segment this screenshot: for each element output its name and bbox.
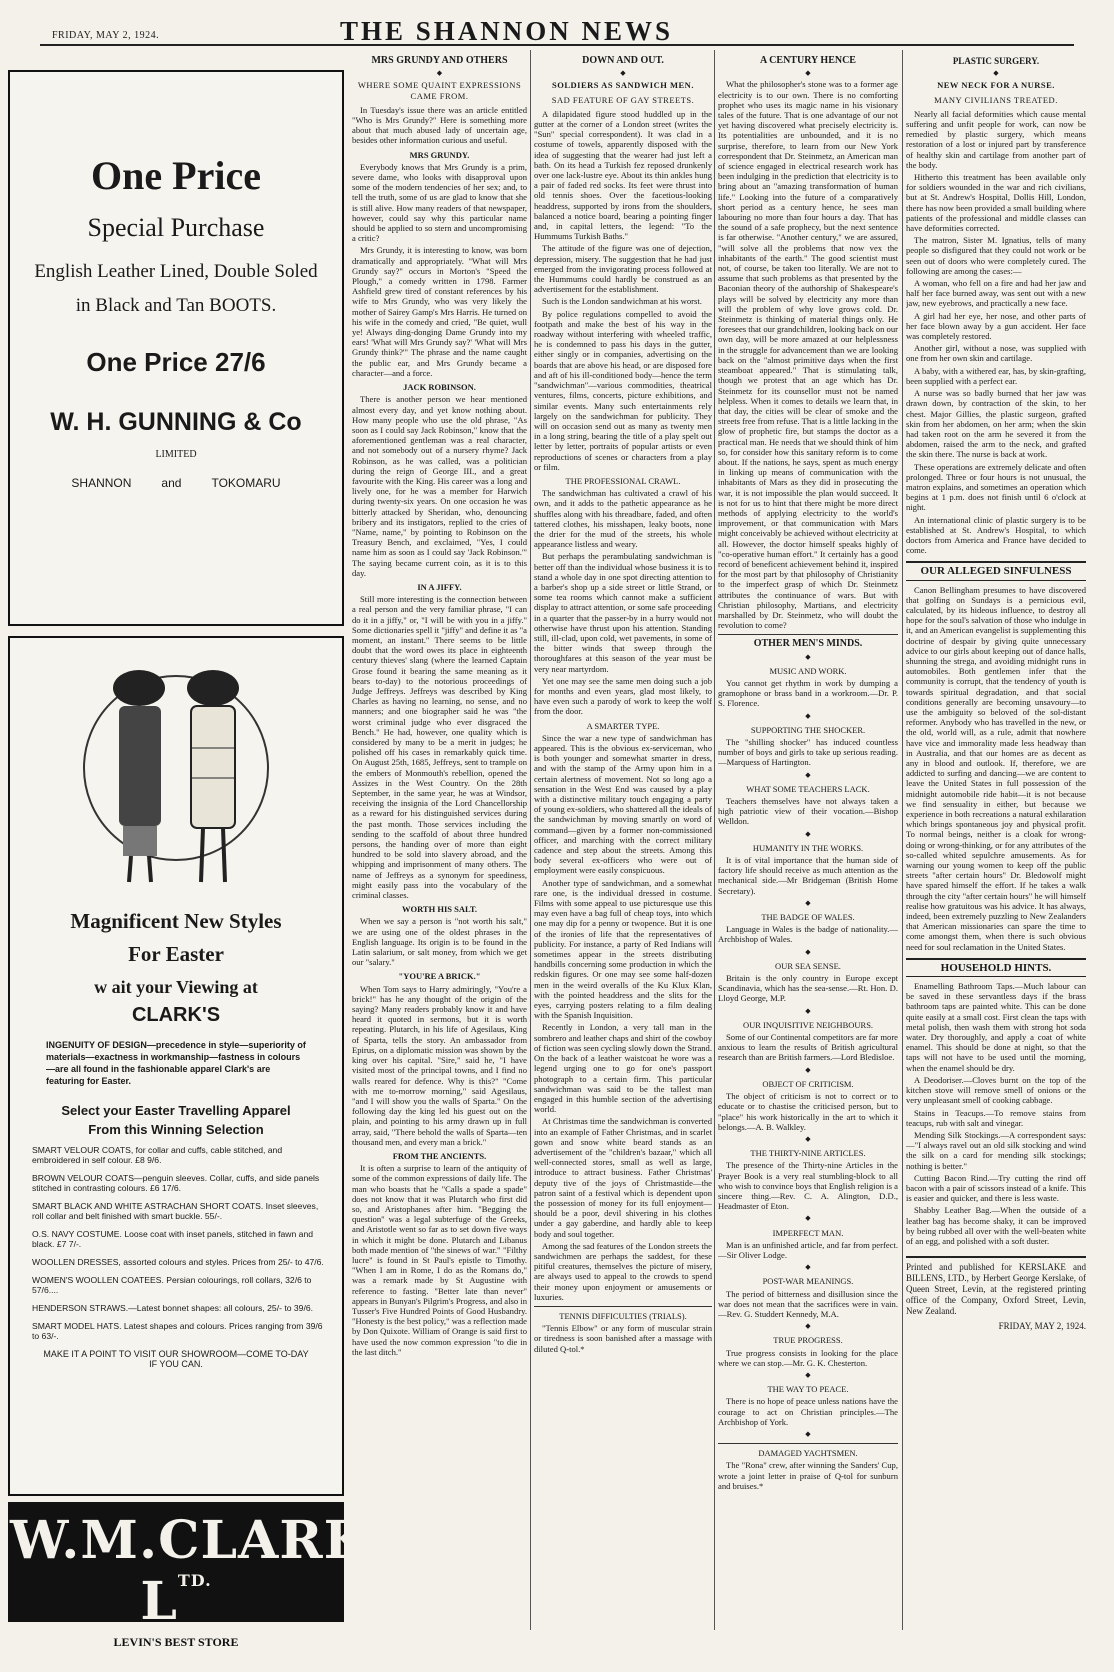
paragraph: The sandwichman has cultivated a crawl of his own, and it adds to the pathetic appearance as he shuffles along with his threadbare, faded, and often tattered clothes, his misshapen, leaky boots, none the drier for the mud of the streets, his whole appearance listless and weary. — [534, 488, 712, 550]
paragraph: A girl had her eye, her nose, and other parts of her face blown away by a gun accident. Her face was completely restored. — [906, 310, 1086, 342]
quote-text: You cannot get rhythm in work by dumping a gramophone or brass band in a workroom.—Dr. P. S. Florence. — [718, 677, 898, 709]
quote-text: Language in Wales is the badge of nationality.—Archbishop of Wales. — [718, 924, 898, 945]
divider-ornament: ◆ — [805, 898, 811, 907]
quote-heading: OUR INQUISITIVE NEIGHBOURS. — [742, 1019, 874, 1030]
ad-towns — [10, 476, 342, 490]
quote-heading: THE WAY TO PEACE. — [767, 1384, 849, 1395]
clark-item: SMART VELOUR COATS, for collar and cuffs, cable stitched, and embroidered in self colour. £8 9/6. — [32, 1145, 283, 1165]
paragraph: Canon Bellingham presumes to have discovered that golfing on Sundays is a pernicious evil, calculated, by its hideous influence, to destroy all hope for the soul's salvation of those who indulge in it, and an American evangelist is supplementing this doctrine of despair by giving quite unnecessary advice to our girls about keeping out of dance halls, shunning the strega, and avoiding midnight runs in automobiles. Both gentlemen infer that the community is corrupt, that the tendency of youth is towards spiritual degradation, and that social conditions generally are becoming unsavoury—to use the ambiguity so beloved of the sol-distant reformer. Anybody who has travelled in the new, or the old, world will, as a rule, admit that nowhere have vice and immorality made less headway than in Australia, and that our homes are as decent as any in blood and outlook. If, therefore, we are addicted to surfing and dancing—we are content to leave the United States in full possession of the midnight automobile ride habit—it is not because we find sensuality in either, but because we experience in both recreations a natural exhilaration which brings spontaneous joy and physical profit. To normal beings, neither is a cloak for wrong-doing or wrong-thinking, or for any attributes of the so-called whited sepulchre amusements. As for warning our young women to keep off the public streets "after certain hours" Dr. Bledowolf might have spared himself the effort. If he takes a walk through the city "after certain hours" he will himself realise how gratuitous was his advice. It has always, indeed, been extremely puzzling to New Zealanders that American missionaries can spare the time to come amongst them, when there is such obvious need for soul reclamation in the United States. — [906, 584, 1086, 952]
header-date-left: FRIDAY, MAY 2, 1924. — [52, 30, 160, 41]
quote-text: True progress consists in looking for the place where we can stop.—Mr. G. K. Chesterton. — [718, 1347, 898, 1368]
divider-ornament: ◆ — [805, 1263, 811, 1272]
household-hint: Cutting Bacon Rind.—Try cutting the rind off bacon with a pair of scissors instead of a knife. This is easier and quicker, and there is less waste. — [906, 1172, 1086, 1204]
clark-item: O.S. NAVY COSTUME. Loose coat with inset panels, stitched in fawn and black. £7 7/-. — [32, 1229, 314, 1249]
subheading: MRS GRUNDY. — [409, 149, 470, 160]
divider-ornament: ◆ — [805, 829, 811, 838]
divider-ornament: ◆ — [620, 69, 626, 78]
divider-ornament: ◆ — [805, 1006, 811, 1015]
column-mrs-grundy — [352, 52, 527, 1632]
paragraph: Hitherto this treatment has been available only for soldiers wounded in the war and rich civilians, but at St. Andrew's Hospital, Dollis Hill, London, there has now been provided a small building where patients of the professional and middle classes can have deformities corrected. — [906, 172, 1086, 234]
paragraph: The "Rona" crew, after winning the Sanders' Cup, wrote a joint letter in praise of Q-tol for sunburn and bruises.* — [718, 1460, 898, 1491]
top-rule — [40, 44, 1074, 46]
paragraph: These operations are extremely delicate and often prolonged. Three or four hours is not unusual, the matron explains, and sometimes an operation which begins at 1 p.m. does not finish until 6 o'clock at night. — [906, 461, 1086, 513]
article-deck: WHERE SOME QUAINT EXPRESSIONS CAME FROM. — [357, 80, 522, 101]
clark-logo-name — [10, 1510, 370, 1632]
paragraph: What the philosopher's stone was to a former age electricity is to our own. There is no comforting prophet who uses its magic name in his visionary tales of the future. That is one advantage of our not yet having discovered what precisely electricity is. Its potentialities are unbounded, and it is no surprise, therefore, to learn from our New York correspondent that Dr. Steinmetz, an American man of science engaged in electrical research work has been indulging in the prediction that electricity is to bring about an "amazing transformation of human life." Looking into the future of a comparatively short period as a century hence, he sees man labouring no more than four hours a day. That has the sound of a safe prophecy, but the next sentence is far otherwise. "Another century," we are assured, "will solve all the problems that now vex the inhabitants of the earth." The good scientist must not, of course, be taken too literally. We are not to assume that such problems as that presented by the Baconian theory of the authorship of Shakespeare's plays will be solved by electricity any more than will the problem of why love grows cold. Dr. Steinmetz is thinking of material things only. He foresees that our grandchildren, looking back on our own day, will be more amazed at our helplessness in the struggle for advancement than we are looking back on the "almost primitive days when the first steamboat appeared." That is stimulating talk, though we protest that an age which has Dr. Steinmetz for its counsellor must not be named helpless. When it comes to details we learn that, in that day, the cities will be clear of smoke and the streets free from refuse. That is a little lacking in the glow of prophetic fire, but stamps the doctor as a practical man. He needs that we should think of him so, for consider how this sanitary reform is to come about. If the nations, he says, spent as much energy in linking up means of communication with the inhabitants of Mars as they did in prosecuting the war, it is not impossible the plan would succeed. It is not for us to hint that there might be more direct methods of applying electricity to the world's improvement, or that communication with Mars might conceivably be achieved without electricity at all. However, the doctor himself speaks highly of "co-operative human effort." It certainly has a good record of beneficent achievement behind it, inspired for the most part by that philosophy of Christianity to the imperfect grasp of which Dr. Steinmetz attributes the continuance of wars. But with Christian philosophy, Martians, and electricity marshalled by Dr. Steinmetz, who will doubt the revolution to come? — [718, 79, 898, 631]
divider-ornament: ◆ — [805, 770, 811, 779]
quote-heading: HUMANITY IN THE WORKS. — [752, 842, 864, 853]
clark-blurb: INGENUITY OF DESIGN—precedence in style—superiority of materials—exactness in workmanship—fastness in colours—are all found in the fashionable apparel Clark's are featuring for Easter. — [46, 1040, 306, 1086]
divider-ornament: ◆ — [805, 69, 811, 78]
article-deck: MANY CIVILIANS TREATED. — [934, 94, 1058, 105]
column-down-and-out — [534, 52, 712, 1632]
clark-logo-suffix: TD. — [177, 1571, 212, 1590]
imprint-date: FRIDAY, MAY 2, 1924. — [998, 1321, 1086, 1332]
ad-special-purchase: Special Purchase — [87, 213, 265, 242]
article-deck: SAD FEATURE OF GAY STREETS. — [551, 94, 695, 105]
article-title: PLASTIC SURGERY. — [952, 56, 1040, 66]
ad-one-price: One Price — [91, 153, 261, 198]
subheading: TENNIS DIFFICULTIES (TRIALS). — [534, 1306, 712, 1321]
clark-logo-est: ESTD 30 YEARS — [113, 1655, 239, 1671]
clark-select-1: Select your Easter Travelling Apparel — [61, 1103, 291, 1118]
divider-ornament: ◆ — [805, 711, 811, 720]
clark-item: SMART BLACK AND WHITE ASTRACHAN SHORT COATS. Inset sleeves, roll collar and belt finished with smart buckle. 55/-. — [32, 1201, 319, 1221]
paragraph: When we say a person is "not worth his salt," we are using one of the oldest phrases in the English language. Its origin is to be found in the Latin salarium, or salt money, from which we get our "salary." — [352, 916, 527, 968]
clark-logo-block — [8, 1502, 370, 1671]
gunning-advertisement — [8, 70, 344, 626]
subheading: DAMAGED YACHTSMEN. — [718, 1443, 898, 1458]
paragraph: A nurse was so badly burned that her jaw was drawn down, by contraction of the skin, to her chest. Major Gillies, the plastic surgeon, grafted skin from her abdomen, on her arm; when the skin had taken root on the arm he severed it from the abdomen, raised the arm to the neck, and grafted the skin there. The nurse is back at work. — [906, 388, 1086, 460]
paragraph: A woman, who fell on a fire and had her jaw and half her face burned away, was sent out with a new jaw, new eyebrows, and practically a new face. — [906, 278, 1086, 309]
clark-item-list — [32, 1145, 328, 1341]
paragraph: Still more interesting is the connection between a real person and the very familiar phrase, "I can do it in a jiffy," or, "I will be with you in a jiffy." Some dictionaries spell it "jiffy" and define it as "a moment, an instant." There seems to be little doubt that the word owes its place in eighteenth century thieves' slang (where the learned Captain Grose found it bearing the same meaning as it bears to-day) to the notorious proceedings of Judge Jeffreys. Jeffreys was described by King Charles as having no learning, no sense, and no manners; and one biographer said he was "the worst criminal judge who ever disgraced the Bench." He had, however, one quality which is considered by many to be a merit in judges; he polished off his cases in remarkably quick time. On August 25th, 1685, Jeffreys, sent to trample on the embers of Monmouth's rebellion, opened the Assizes in the West Country. On the 28th September, in the same year, he was at Windsor, receiving the insignia of the Lord Chancellorship as a reward for his distinguished services during the past month. Those services including the sending to the scaffold of about three hundred persons, the handing over of more than eight hundred to be sold into slavery abroad, and the whipping and imprisonment of many others. The name of Jeffreys as a synonym for speediness, might easily pass into the vocabulary of the criminal classes. — [352, 594, 527, 901]
article-deck: NEW NECK FOR A NURSE. — [937, 80, 1055, 91]
divider-ornament: ◆ — [993, 69, 999, 78]
quote-text: The object of criticism is not to correct or to educate or to chastise the criticised person, but to "place" his work historically in the art to which it belongs.—A. B. Walkley. — [718, 1091, 898, 1132]
ad-price: One Price 27/6 — [86, 347, 266, 377]
paragraph: Among the sad features of the London streets the sandwichmen are perhaps the saddest, for these pitiful creatures, themselves the picture of misery, are always used to appeal to the crowds to spend their money upon enjoyment or amusements or luxuries. — [534, 1240, 712, 1302]
quote-text: It is of vital importance that the human side of factory life should receive as much attention as the mechanical side.—Mr Bridgeman (British Home Secretary). — [718, 855, 898, 896]
paragraph: It is often a surprise to learn of the antiquity of some of the common expressions of daily life. The man who boasts that he "Calls a spade a spade" does not know that it was Plutarch who first did so, and Aristophanes after him. "Begging the question" was a legal subterfuge of the Greeks, and Aristotle went so far as to set down five ways in which it might be done. Plutarch and Libanus both made mention of "the sinews of war." "Filthy lucre" is found in St Paul's epistle to Timothy. "When I am in Rome, I do as the Romans do," was a remark made by St Augustine with reference to fasting. "Better late than never" appears in Bunyan's Pilgrim's Progress, and also in Tusser's Five Hundred Points of Good Husbandry. "Honesty is the best policy," was a reflection made by Don Quixote. William of Orange is said first to have used the now common expression "to die in the last ditch." — [352, 1163, 527, 1357]
subheading: THE PROFESSIONAL CRAWL. — [565, 475, 681, 486]
divider-ornament: ◆ — [805, 1370, 811, 1379]
clark-item: WOMEN'S WOOLLEN COATEES. Persian colourings, roll collars, 32/6 to 57/6.... — [32, 1275, 312, 1295]
subheading: "YOU'RE A BRICK." — [398, 971, 481, 982]
household-hint: Stains in Teacups.—To remove stains from teacups, rub with salt and vinegar. — [906, 1107, 1086, 1128]
paragraph: But perhaps the perambulating sandwichman is better off than the individual whose business it is to stand a whole day in one spot directing attention to a barber's shop up a side street or little Strand, or some tea rooms which cannot make a sufficient display to attract attention, or some safe proceeding in a quarter that the passer-by in a hurry would not otherwise have thrust upon his attention. Standing still, ill-clad, upon cold, wet pavements, in some of the bitter winds that sweep through the thoroughfares at this season of the year must be very near martyrdom. — [534, 551, 712, 674]
divider-ornament: ◆ — [805, 652, 811, 661]
clark-logo-text: W.M.CLARK L — [10, 1510, 370, 1632]
clark-headline-2: For Easter — [128, 942, 224, 966]
household-hint: Enamelling Bathroom Taps.—Much labour can be saved in these servantless days if the brass bathroom taps are painted white. This can be done quite easily at a small cost. First clean the taps with metal polish, then wash them with strong hot soda water. Dry thoroughly, and apply a coat of white enamel. This should be done at night, so that the taps will not have to be used until the morning, when the enamel should be dry. — [906, 981, 1086, 1073]
divider-ornament: ◆ — [805, 1322, 811, 1331]
paragraph: The attitude of the figure was one of dejection, depression, misery. The suggestion that he had just emerged from the invigorating process followed at the Hummums could hardly be construed as an advertisement for the establishment. — [534, 243, 712, 295]
paragraph: In Tuesday's issue there was an article entitled "Who is Mrs Grundy?" Here is something more about that much abused lady of uncertain age, besides other information curious and useful. — [352, 104, 527, 146]
quote-text: Teachers themselves have not always taken a high patriotic view of their vocation.—Bishop Welldon. — [718, 796, 898, 827]
quote-text: The period of bitterness and disillusion since the war does not mean that the sacrifices were in vain.—Rev. G. Studdert Kennedy, M.A. — [718, 1288, 898, 1319]
quote-list — [718, 666, 898, 1439]
divider-ornament: ◆ — [805, 1065, 811, 1074]
paragraph: A dilapidated figure stood huddled up in the gutter at the corner of a London street (writes the "Sun" special correspondent). It was clad in a costume of towels, apparently disposed with the idea of suggesting that the wearer had just left a bath. On its head a Turkish fez reposed drunkenly over one lack-lustre eye. About its thin ankles hung a pair of faded red socks. Its feet were thrust into old tennis shoes. Over the facetious-looking headdress, supported by irons from the shoulders, balanced a notice board, bearing a pointing finger and, in capital letters, the legend: "To the Hummums Turkish Baths." — [534, 108, 712, 242]
paragraph: Recently in London, a very tall man in the sombrero and leather chaps and shirt of the cowboy of fiction was seen cycling slowly down the Strand. On the back of a leather waistcoat he wore was a legend urging one to go for one's passport photograph to a certain firm. This particular sandwichman was said to be the tallest man engaged in this humble section of the advertising world. — [534, 1022, 712, 1115]
column-rule — [714, 50, 715, 1630]
paragraph: Another girl, without a nose, was supplied with one from her own skin and cartilage. — [906, 343, 1086, 364]
paragraph: A baby, with a withered ear, has, by skin-grafting, been supplied with a perfect ear. — [906, 365, 1086, 386]
subheading: FROM THE ANCIENTS. — [392, 1150, 487, 1161]
ad-town-and: and — [161, 476, 182, 490]
section-title: OUR ALLEGED SINFULNESS — [906, 561, 1086, 580]
column-century-hence — [718, 52, 898, 1632]
ad-town-shannon: SHANNON — [71, 476, 132, 490]
paragraph: By police regulations compelled to avoid the footpath and make the best of his way in the roadway without interfering with wheeled traffic, he is condemned to pass his days in the gutter, either singly or in companies, advertising on the boards that are above his head, or are disposed fore and aft of his ill-conditioned body—hence the term "sandwichman"—various commodities, theatrical ventures, films, concerts, picture exhibitions, and similar events. Many such entertainments rely largely on the sandwichman for publicity. They will on occasion send out as many as twenty men in a long string, bearing the title of a play spelt out letter by letter, portraits of popular artists or even reproductions of scenes or characters from a play or film. — [534, 308, 712, 472]
quote-heading: OUR SEA SENSE. — [775, 960, 841, 971]
paragraph: Mrs Grundy, it is interesting to know, was born dramatically and appropriately. "What will Mrs Grundy say?" occurs in Morton's "Speed the Plough," a comedy written in 1798. Farmer Ashfield grew tired of constant references by his wife to Mrs Grundy, who was very likely the mother of Sairey Gamp's Mrs Harris. He turned on his wife in the comedy and cried, "Be quiet, wull ye! Always ding-donging Dame Grundy into my ears! 'What will Mrs Grundy say?' 'What will Mrs Grundy think?'" The phrase and the name caught the public ear, and Mrs Grundy became a character—and a force. — [352, 245, 527, 378]
paragraph: Another type of sandwichman, and a somewhat rare one, is the individual dressed in costume. Films with some appeal to use picturesque use this may even have a bag full of cheap toys, into which one may dip for a penny or twopence. But it is one of the ironies of life that the representatives of publicity. For instance, a party of Red Indians will sometimes appear in the streets distributing handbills concerning some production in which the redskin figures. Or one may see some half-dozen men in the weird overalls of the Ku Klux Klan, with the pointed headdress and the slits for the eyes, carrying posters relating to a film dealing with the Spanish Inquisition. — [534, 877, 712, 1021]
divider-ornament: ◆ — [805, 1429, 811, 1438]
quote-text: Some of our Continental competitors are far more anxious to learn the results of British agricultural research than are British farmers.—Lord Bledisloe. — [718, 1032, 898, 1063]
paragraph: "Tennis Elbow" or any form of muscular strain or tiredness is soon banished after a massage with diluted Q-tol.* — [534, 1323, 712, 1354]
subheading: A SMARTER TYPE. — [586, 720, 660, 731]
household-hint: Mending Silk Stockings.—A correspondent says:—"I always ravel out an old silk stocking and wind the silk on a card for mending silk stockings; nothing is better." — [906, 1129, 1086, 1171]
ad-boots-line: in Black and Tan BOOTS. — [75, 295, 277, 316]
quote-heading: TRUE PROGRESS. — [773, 1335, 843, 1346]
article-title: MRS GRUNDY AND OTHERS — [371, 55, 508, 66]
quote-heading: THE BADGE OF WALES. — [761, 912, 855, 923]
column-rule — [530, 50, 531, 1630]
subheading: JACK ROBINSON. — [403, 382, 476, 393]
column-plastic-surgery — [906, 52, 1086, 1632]
clark-item: SMART MODEL HATS. Latest shapes and colours. Prices ranging from 39/6 to 63/-. — [32, 1321, 323, 1341]
quote-heading: WHAT SOME TEACHERS LACK. — [746, 783, 870, 794]
clark-headline-1: Magnificent New Styles — [70, 909, 282, 933]
clark-select-2: From this Winning Selection — [88, 1122, 264, 1137]
clark-logo-banner: LEVIN'S BEST STORE — [102, 1634, 251, 1651]
article-title: DOWN AND OUT. — [582, 55, 664, 66]
clark-closing: MAKE IT A POINT TO VISIT OUR SHOWROOM—COME TO-DAY IF YOU CAN. — [43, 1349, 309, 1369]
hints-list — [906, 981, 1086, 1246]
quote-heading: SUPPORTING THE SHOCKER. — [750, 724, 866, 735]
divider-ornament: ◆ — [805, 1214, 811, 1223]
subheading: WORTH HIS SALT. — [401, 904, 478, 915]
clark-item: BROWN VELOUR COATS—penguin sleeves. Collar, cuffs, and side panels stitched in contrasting colours. £6 17/6. — [32, 1173, 320, 1193]
clark-item: WOOLLEN DRESSES, assorted colours and styles. Prices from 25/- to 47/6. — [32, 1257, 324, 1267]
paragraph: The matron, Sister M. Ignatius, tells of many people so disfigured that they could not work or be seen out of doors who were completely cured. The following are among the cases:— — [906, 235, 1086, 276]
quote-heading: POST-WAR MEANINGS. — [762, 1276, 854, 1287]
quote-text: Britain is the only country in Europe except Scandinavia, which has the sea-sense.—Rt. Hon. D. Lloyd George, M.P. — [718, 973, 898, 1004]
quote-heading: IMPERFECT MAN. — [772, 1227, 844, 1238]
clark-headline-3: w ait your Viewing at — [94, 977, 258, 997]
household-hint: A Deodoriser.—Cloves burnt on the top of the kitchen stove will remove smell of onions or the very unpleasant smell of cooking cabbage. — [906, 1074, 1086, 1106]
quote-text: There is no hope of peace unless nations have the courage to act on Christian principles.—The Archbishop of York. — [718, 1396, 898, 1427]
article-title: A CENTURY HENCE — [760, 55, 856, 66]
paragraph: Nearly all facial deformities which cause mental suffering and unfit people for work, can now be remedied by plastic surgery, which means restoration of a lost or injured part by transference of healthy skin and cartilage from another part of the body. — [906, 108, 1086, 170]
ad-limited: LIMITED — [155, 449, 197, 460]
quote-heading: MUSIC AND WORK. — [769, 665, 847, 676]
quote-text: The "shilling shocker" has induced countless number of boys and girls to take up serious reading.—Marquess of Hartington. — [718, 737, 898, 768]
paragraph: When Tom says to Harry admiringly, "You're a brick!" has he any thought of the origin of the saying? Many readers probably know it and have heard it quoted in sermons, but it is worth repeating. Plutarch, in his life of Agesilaus, King of Sparta, tells the story. An ambassador from Epirus, on a diplomatic mission was shown by the king over his capital. "Sire," said he, "I have visited most of the principal towns, and I find no walls reared for defence. Why is this?" "Come with me to-morrow morning," said Agesilaus, "and I will show you the walls of Sparta." On the following day the king led his guest out on the plain, and pointing to his army drawn up in full array, said, "There behold the walls of Sparta—ten thousand men, and every man a brick." — [352, 983, 527, 1147]
clark-item: HENDERSON STRAWS.—Latest bonnet shapes: all colours, 25/- to 39/6. — [32, 1303, 314, 1313]
quote-text: Man is an unfinished article, and far from perfect.—Sir Oliver Lodge. — [718, 1239, 898, 1260]
imprint: Printed and published for KERSLAKE and BILLENS, LTD., by Herbert George Kerslake, of Queen Street, Levin, at the registered printing office of the Company, Oxford Street, Levin, New Zealand. — [906, 1256, 1086, 1317]
section-title: OTHER MEN'S MINDS. — [718, 634, 898, 649]
section-title: HOUSEHOLD HINTS. — [906, 958, 1086, 977]
ad-town-tokomaru: TOKOMARU — [211, 476, 281, 490]
paragraph: Such is the London sandwichman at his worst. — [542, 296, 702, 307]
divider-ornament: ◆ — [805, 1134, 811, 1143]
clark-store-name: CLARK'S — [131, 1004, 221, 1026]
column-rule — [902, 50, 903, 1630]
paragraph: At Christmas time the sandwichman is converted into an example of Father Christmas, and in scarlet gown and snow white beard stands as an advertisement of the "children's bazaar," which all well-connected stores, small as well as large, introduce to attract business. Father Christmas' deputy tive of the joys of Christmastide—the patron saint of a festival which is dependent upon the possession of money for its full enjoyment—should be a poor, devil shivering in his clothes under a gay gaberdine, and hardly able to keep body and soul together. — [534, 1116, 712, 1239]
ad-firm-name: W. H. GUNNING & Co — [50, 408, 302, 436]
fashion-illustration — [41, 658, 311, 898]
subheading: IN A JIFFY. — [417, 581, 462, 592]
household-hint: Shabby Leather Bag.—When the outside of a leather bag has become shaky, it can be improved by being rubbed all over with the well-beaten white of an egg, and polished with a soft duster. — [906, 1205, 1086, 1246]
paragraph: Everybody knows that Mrs Grundy is a prim, severe dame, who looks with disapproval upon some of the modern tendencies of her sex; and, to tell the truth, some of us are glad to know that she is still alive. How many readers of that newspaper, however, could say why this particular name should be applied to so stern and uncompromising a critic? — [352, 161, 527, 244]
paragraph: Since the war a new type of sandwichman has appeared. This is the obvious ex-serviceman, who is both younger and somewhat smarter in dress, and with the stamp of the Army upon him in a certain alertness of movement. Not so long ago a sensation in the West End was caused by a play with a distinctive military touch engaging a party of young ex-soldiers, who shattered all the ideals of the sandwichman by moving smartly on word of command—given by a former non-commissioned officer, and marching with the correct military cadence and step about the streets. Among this body several ex-officers who were out of employment were easily conspicuous. — [534, 732, 712, 876]
masthead: THE SHANNON NEWS — [340, 16, 674, 46]
quote-heading: THE THIRTY-NINE ARTICLES. — [750, 1148, 866, 1159]
ad-leather-line: English Leather Lined, Double Soled — [34, 261, 318, 282]
divider-ornament: ◆ — [436, 69, 443, 78]
quote-text: The presence of the Thirty-nine Articles in the Prayer Book is a very real stumbling-block to all who wish to convince boys that English religion is a sincere thing.—Rev. C. A. Alington, D.D., Headmaster of Eton. — [718, 1160, 898, 1212]
article-deck: SOLDIERS AS SANDWICH MEN. — [552, 80, 694, 91]
quote-heading: OBJECT OF CRITICISM. — [762, 1078, 854, 1089]
paragraph: Yet one may see the same men doing such a job for months and even years, glad most likely, to have even such a parody of work to keep the wolf from the door. — [534, 675, 712, 717]
divider-ornament: ◆ — [805, 947, 811, 956]
clark-advertisement — [8, 636, 344, 1496]
paragraph: An international clinic of plastic surgery is to be established at St. Andrew's Hospital, to which doctors from America and France have decided to come. — [906, 514, 1086, 556]
paragraph: There is another person we hear mentioned almost every day, and yet know nothing about. How many people who use the old phrase, "As soon as I could say Jack Robinson," know that the aforementioned gentleman was a real character, and not somebody out of a nursery rhyme? Jack Robinson, as he was called, was a politician during the reign of George III., and a great favourite with the King. His career was a long and lively one, for he was a member for Harwich during twenty-six years. On one occasion he was bitterly attacked by Sheridan, who, denouncing bribery and its instigators, replied to the cries of "Name, name," by pointing to Robinson on the Treasury Bench, and exclaimed, "Yes, I could name him as soon as I could say 'Jack Robinson.'" The saying became current coin, as it is to this day. — [352, 394, 527, 578]
